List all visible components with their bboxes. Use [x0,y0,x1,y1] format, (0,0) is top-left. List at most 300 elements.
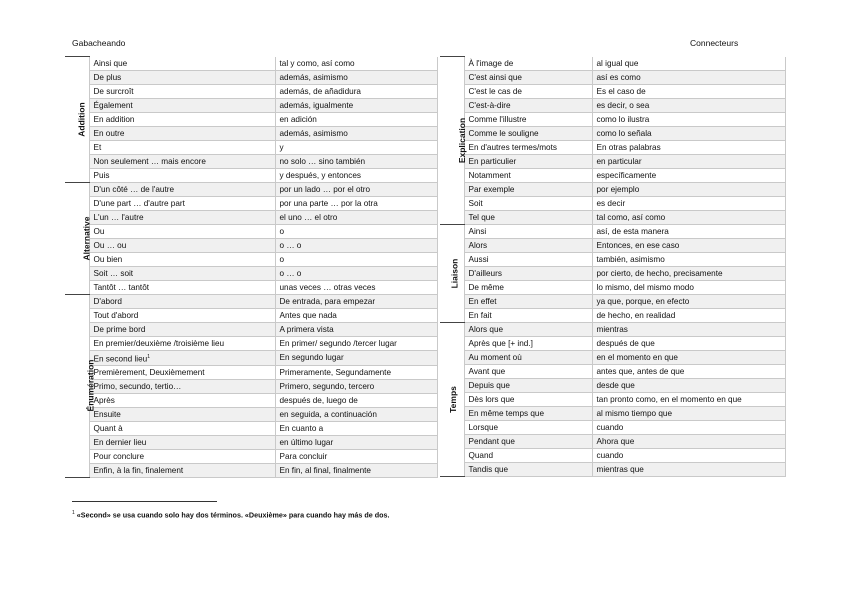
table-row [65,380,437,394]
table-row [440,112,785,126]
french-text: En second lieu [93,354,148,364]
french-text: Ou bien [93,254,123,264]
french-text: D'un côté … de l'autre [93,184,174,194]
french-connector [464,224,592,238]
table-row [65,196,437,210]
spanish-text: por ejemplo [596,184,640,194]
connectors-table-right [440,56,786,477]
french-connector [464,252,592,266]
french-connector [464,364,592,378]
french-connector [89,464,275,478]
spanish-translation [592,350,785,364]
french-connector [89,336,275,350]
table-row [65,154,437,168]
spanish-translation [275,408,437,422]
french-text: Ou [93,226,105,236]
french-connector [464,112,592,126]
table-row [440,420,785,434]
spanish-text: el uno … el otro [279,212,338,222]
french-connector [89,84,275,98]
table-row [65,252,437,266]
group-label: Énumération [85,359,96,412]
spanish-text: como lo señala [596,128,652,138]
french-text: Tel que [468,212,495,222]
table-row [440,406,785,420]
spanish-translation [275,280,437,294]
table-row [440,280,785,294]
french-text: Comme l'illustre [468,114,527,124]
spanish-text: cuando [596,450,624,460]
spanish-translation [592,364,785,378]
french-text: Tandis que [468,464,509,474]
french-text: Alors [468,240,488,250]
french-connector [464,420,592,434]
spanish-translation [275,366,437,380]
french-text: Notamment [468,170,511,180]
table-row [65,464,437,478]
french-connector [89,70,275,84]
spanish-translation [275,450,437,464]
spanish-translation [592,196,785,210]
french-connector [464,308,592,322]
french-connector [464,266,592,280]
table-row [65,140,437,154]
group-label: Temps [447,385,458,413]
spanish-text: Primeramente, Segundamente [279,368,392,378]
table-row [65,70,437,84]
french-connector [89,168,275,182]
french-text: Depuis que [468,380,510,390]
group-label-cell [440,57,468,225]
table-row [65,308,437,322]
spanish-text: y después, y entonces [279,170,361,180]
french-connector [464,84,592,98]
spanish-translation [275,140,437,154]
table-row [440,434,785,448]
table-row [65,98,437,112]
french-text: Pour conclure [93,452,145,462]
spanish-text: es decir [596,198,626,208]
french-text: En fait [468,310,492,320]
spanish-text: específicamente [596,170,657,180]
spanish-translation [592,266,785,280]
spanish-translation [275,394,437,408]
french-connector [464,238,592,252]
spanish-translation [592,462,785,476]
footnote-rule [72,501,217,502]
spanish-translation [592,140,785,154]
connectors-table-left [65,56,438,478]
spanish-text: es decir, o sea [596,100,650,110]
french-connector [464,392,592,406]
spanish-translation [275,336,437,350]
french-connector [89,224,275,238]
spanish-translation [275,294,437,308]
french-text: C'est-à-dire [468,100,511,110]
footnote-text: «Second» se usa cuando solo hay dos términos. «Deuxième» para cuando hay más de dos. [76,510,390,520]
spanish-text: Antes que nada [279,310,337,320]
french-connector [89,422,275,436]
spanish-text: o … o [279,240,302,250]
french-text: D'une part … d'autre part [93,198,185,208]
spanish-text: como lo ilustra [596,114,650,124]
french-text: En d'autres termes/mots [468,142,557,152]
spanish-translation [592,70,785,84]
footnote-marker: 1 [72,510,75,516]
spanish-text: así, de esta manera [596,226,669,236]
spanish-text: después de, luego de [279,396,358,406]
spanish-text: o … o [279,268,302,278]
table-row [440,57,785,71]
spanish-text: después de que [596,338,655,348]
table-row [65,336,437,350]
french-connector [464,98,592,112]
spanish-translation [275,112,437,126]
french-connector [89,238,275,252]
spanish-translation [592,252,785,266]
spanish-translation [592,98,785,112]
spanish-text: además, asimismo [279,72,348,82]
spanish-text: En otras palabras [596,142,661,152]
spanish-text: En segundo lugar [279,353,344,363]
french-text: À l'image de [468,58,514,68]
spanish-text: además, asimismo [279,128,348,138]
group-label-cell [440,322,464,476]
spanish-translation [275,70,437,84]
french-connector [464,154,592,168]
french-connector [464,280,592,294]
group-label: Addition [76,102,87,137]
french-connector [464,182,592,196]
table-row [440,182,785,196]
french-connector [464,322,592,336]
spanish-translation [592,168,785,182]
french-text: Pendant que [468,436,515,446]
spanish-text: desde que [596,380,635,390]
french-connector [464,350,592,364]
group-label-cell [440,224,464,322]
spanish-translation [275,126,437,140]
french-text: En premier/deuxième /troisième lieu [93,338,225,348]
spanish-translation [275,196,437,210]
spanish-translation [275,322,437,336]
french-connector [89,182,275,196]
spanish-translation [275,168,437,182]
spanish-translation [592,126,785,140]
french-text: Avant que [468,366,506,376]
french-text: D'ailleurs [468,268,502,278]
spanish-translation [275,182,437,196]
spanish-translation [275,154,437,168]
french-connector [89,294,275,308]
french-text: En dernier lieu [93,438,147,448]
french-text: En même temps que [468,408,545,418]
spanish-translation [592,238,785,252]
french-connector [464,448,592,462]
french-connector [464,378,592,392]
table-row [440,168,785,182]
french-text: Premièrement, Deuxièmement [93,368,205,378]
french-connector [89,112,275,126]
french-text: Soit [468,198,483,208]
french-text: Et [93,142,102,152]
french-text: L'un … l'autre [93,212,144,222]
french-text: En effet [468,296,497,306]
spanish-text: y [279,142,284,152]
french-text: Comme le souligne [468,128,539,138]
table-row [65,266,437,280]
spanish-text: por cierto, de hecho, precisamente [596,268,723,278]
french-connector [464,336,592,350]
french-connector [464,196,592,210]
french-text: Soit … soit [93,268,134,278]
french-connector [464,140,592,154]
french-text: Lorsque [468,422,499,432]
table-row [65,350,437,366]
table-row [65,238,437,252]
french-connector [89,266,275,280]
table-row [65,394,437,408]
table-row [65,436,437,450]
spanish-text: Entonces, en ese caso [596,240,680,250]
spanish-translation [592,84,785,98]
spanish-text: en el momento en que [596,352,678,362]
spanish-text: cuando [596,422,624,432]
table-row [440,210,785,224]
french-connector [464,126,592,140]
french-connector [89,350,275,366]
spanish-translation [592,336,785,350]
table-row [440,322,785,336]
spanish-translation [592,378,785,392]
french-text: Après que [+ ind.] [468,338,533,348]
french-text: Également [93,100,133,110]
french-text: Tantôt … tantôt [93,282,150,292]
french-connector [89,210,275,224]
spanish-translation [592,322,785,336]
french-connector [89,140,275,154]
spanish-text: En cuanto a [279,424,324,434]
footnote-ref: 1 [147,353,150,360]
table-row [65,182,437,196]
table-row [440,70,785,84]
table-row [65,84,437,98]
spanish-text: no solo … sino también [279,156,366,166]
spanish-text: En primer/ segundo /tercer lugar [279,338,397,348]
group-label: Explication [457,117,468,163]
french-text: Primo, secundo, tertio… [93,382,182,392]
spanish-text: Primero, segundo, tercero [279,382,375,392]
french-text: C'est le cas de [468,86,522,96]
table-row [440,196,785,210]
spanish-text: tal como, así como [596,212,666,222]
french-text: Enfin, à la fin, finalement [93,466,184,476]
spanish-text: ya que, porque, en efecto [596,296,690,306]
spanish-translation [275,252,437,266]
french-text: Puis [93,170,110,180]
table-row [440,84,785,98]
french-text: En particulier [468,156,517,166]
spanish-translation [592,308,785,322]
footnote [72,510,390,519]
french-connector [464,210,592,224]
spanish-text: mientras [596,324,628,334]
table-row [440,224,785,238]
spanish-text: De entrada, para empezar [279,296,376,306]
spanish-translation [275,436,437,450]
french-text: Quand [468,450,494,460]
spanish-translation [592,392,785,406]
table-row [440,350,785,364]
spanish-text: así es como [596,72,641,82]
spanish-text: Ahora que [596,436,635,446]
spanish-text: además, de añadidura [279,86,361,96]
french-text: En outre [93,128,125,138]
french-text: Par exemple [468,184,515,194]
french-connector [89,196,275,210]
french-text: Ainsi [468,226,487,236]
spanish-text: unas veces … otras veces [279,282,376,292]
french-connector [89,450,275,464]
spanish-text: además, igualmente [279,100,354,110]
spanish-translation [592,448,785,462]
spanish-translation [592,210,785,224]
french-text: Ou … ou [93,240,127,250]
spanish-translation [275,98,437,112]
table-row [65,112,437,126]
table-row [65,366,437,380]
table-row [440,126,785,140]
spanish-translation [592,434,785,448]
spanish-text: mientras que [596,464,644,474]
french-connector [89,366,275,380]
french-connector [89,98,275,112]
spanish-translation [275,238,437,252]
french-connector [464,406,592,420]
table-row [440,448,785,462]
table-row [65,126,437,140]
spanish-translation [592,112,785,126]
spanish-translation [592,182,785,196]
french-text: Non seulement … mais encore [93,156,206,166]
french-connector [89,436,275,450]
table-row [65,294,437,308]
spanish-translation [275,350,437,366]
spanish-text: Es el caso de [596,86,646,96]
french-text: C'est ainsi que [468,72,522,82]
french-connector [464,70,592,84]
table-row [65,450,437,464]
french-text: De même [468,282,504,292]
spanish-translation [592,154,785,168]
table-row [440,364,785,378]
table-row [65,210,437,224]
french-text: Quant à [93,424,123,434]
spanish-text: también, asimismo [596,254,665,264]
spanish-text: tal y como, así como [279,58,355,68]
french-connector [464,57,592,71]
french-connector [89,322,275,336]
spanish-text: tan pronto como, en el momento en que [596,394,742,404]
group-label-cell [65,294,96,478]
spanish-text: de hecho, en realidad [596,310,676,320]
spanish-translation [275,266,437,280]
french-text: De prime bord [93,324,146,334]
french-connector [89,280,275,294]
french-connector [89,308,275,322]
spanish-text: antes que, antes de que [596,366,685,376]
spanish-text: Para concluir [279,452,328,462]
spanish-translation [275,308,437,322]
table-row [65,224,437,238]
french-connector [464,434,592,448]
spanish-text: o [279,254,285,264]
french-text: Ensuite [93,410,121,420]
spanish-text: en seguida, a continuación [279,410,377,420]
french-connector [89,57,275,71]
table-row [65,168,437,182]
spanish-text: por un lado … por el otro [279,184,371,194]
table-row [440,98,785,112]
table-row [440,462,785,476]
table-row [440,140,785,154]
table-row [65,322,437,336]
spanish-translation [592,224,785,238]
french-text: De plus [93,72,122,82]
french-connector [464,294,592,308]
spanish-text: al igual que [596,58,639,68]
spanish-translation [275,224,437,238]
table-row [440,154,785,168]
table-row [65,422,437,436]
spanish-text: En fin, al final, finalmente [279,466,371,476]
spanish-translation [275,210,437,224]
table-row [65,57,437,71]
french-connector [89,380,275,394]
spanish-text: en particular [596,156,642,166]
spanish-text: en último lugar [279,438,334,448]
french-text: Ainsi que [93,58,128,68]
spanish-text: en adición [279,114,317,124]
spanish-translation [275,84,437,98]
table-row [440,378,785,392]
doc-subtitle: Connecteurs [690,38,739,48]
table-row [440,336,785,350]
french-text: Aussi [468,254,489,264]
doc-title: Gabacheando [72,38,126,48]
spanish-translation [592,406,785,420]
french-text: D'abord [93,296,122,306]
french-text: Au moment où [468,352,522,362]
french-connector [89,394,275,408]
group-label-cell [65,182,92,294]
table-row [65,280,437,294]
french-connector [89,126,275,140]
french-connector [89,154,275,168]
spanish-translation [592,280,785,294]
table-row [440,266,785,280]
spanish-text: lo mismo, del mismo modo [596,282,694,292]
table-row [440,392,785,406]
french-connector [89,408,275,422]
table-row [440,308,785,322]
table-row [65,408,437,422]
french-connector [464,462,592,476]
french-text: En addition [93,114,135,124]
spanish-translation [275,57,437,71]
spanish-text: A primera vista [279,324,334,334]
spanish-text: por una parte … por la otra [279,198,378,208]
